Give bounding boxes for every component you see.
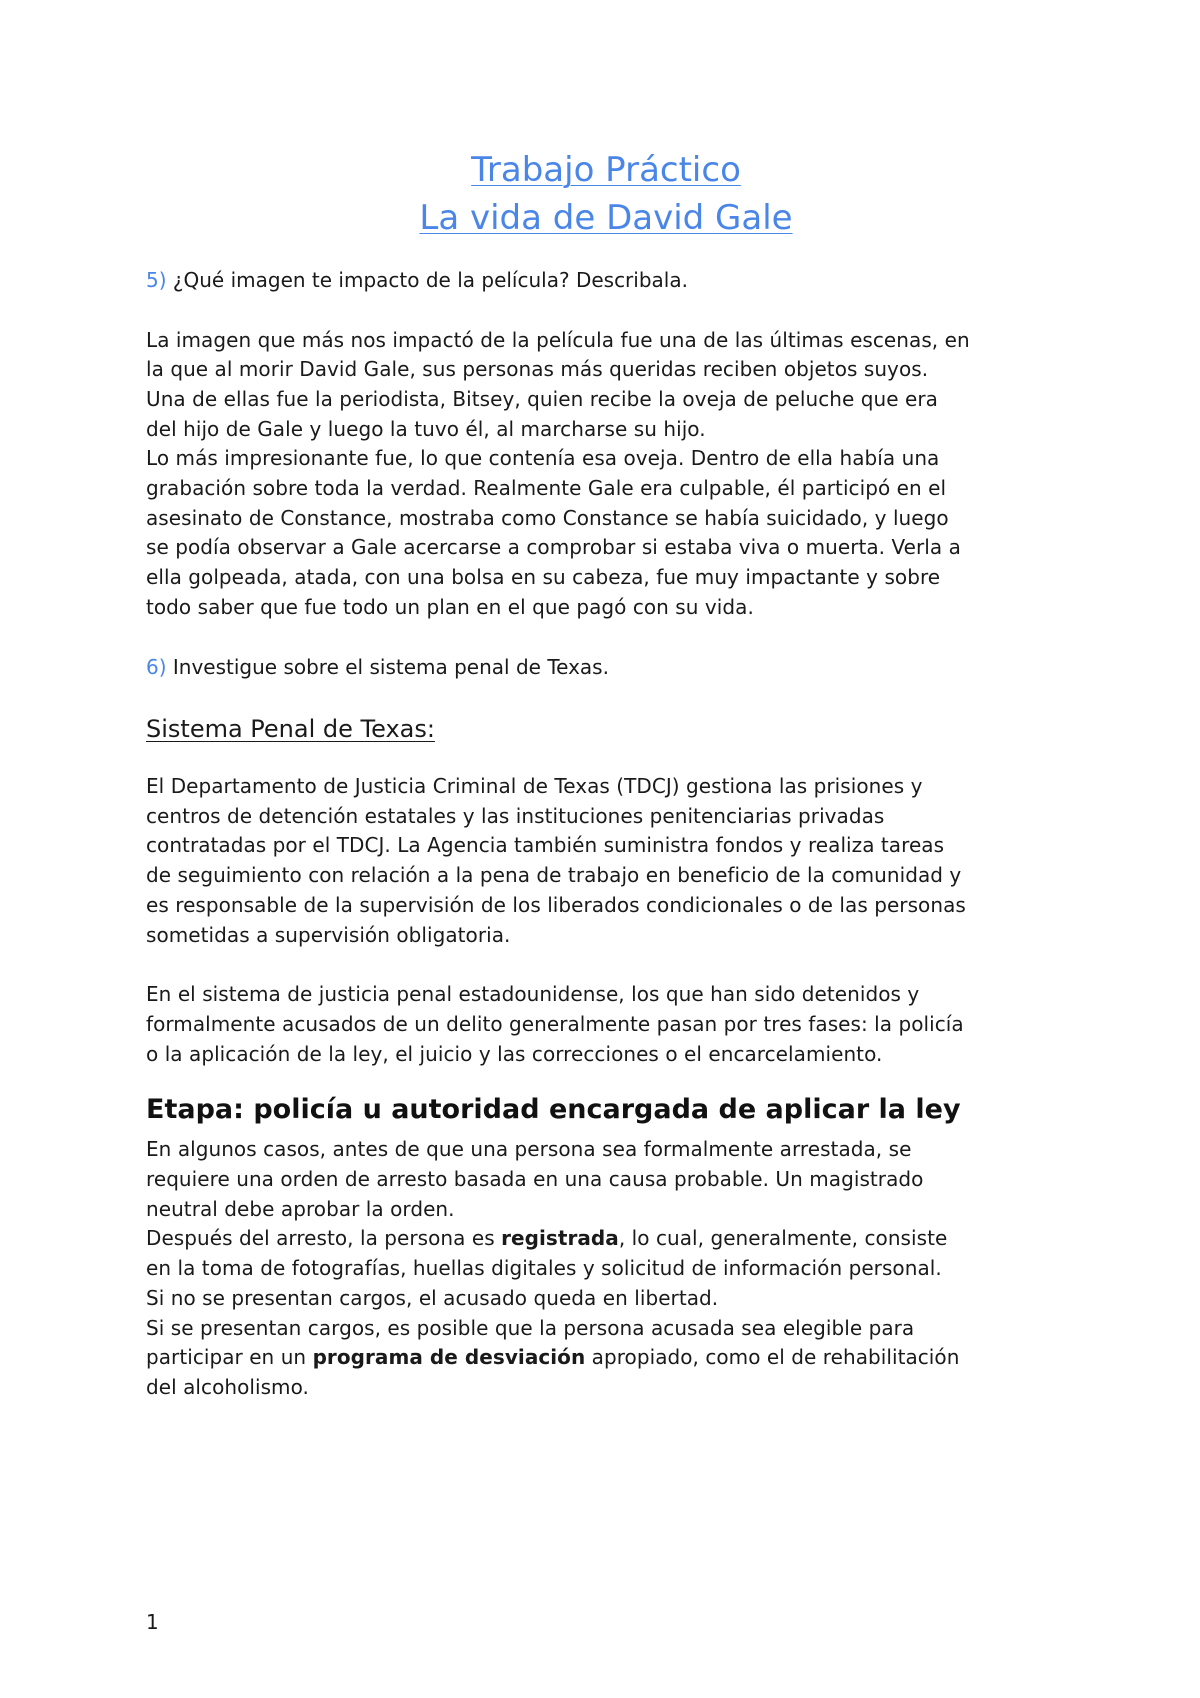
paragraph-line: sometidas a supervisión obligatoria. <box>146 922 511 947</box>
stage-heading: Etapa: policía u autoridad encargada de aplicar la ley <box>146 1094 961 1126</box>
answer-5-line: Una de ellas fue la periodista, Bitsey, quien recibe la oveja de peluche que era <box>146 386 938 411</box>
answer-5-line: grabación sobre toda la verdad. Realmente Gale era culpable, él participó en el <box>146 476 947 501</box>
stage-line <box>146 1343 1066 1373</box>
question-6-text: Investigue sobre el sistema penal de Texas. <box>172 654 609 679</box>
stage-text: apropiado, como el de rehabilitación <box>585 1345 960 1370</box>
question-5-number: 5) <box>146 268 167 292</box>
answer-5-line: ella golpeada, atada, con una bolsa en su cabeza, fue muy impactante y sobre <box>146 565 941 590</box>
bold-term-programa: programa de desviación <box>312 1345 586 1370</box>
stage-line: requiere una orden de arresto basada en una causa probable. Un magistrado <box>146 1167 924 1192</box>
question-5 <box>146 266 1066 296</box>
stage-line: neutral debe aprobar la orden. <box>146 1196 455 1221</box>
stage-line: del alcoholismo. <box>146 1374 309 1399</box>
answer-5-line: La imagen que más nos impactó de la película fue una de las últimas escenas, en <box>146 327 970 352</box>
stage-paragraph <box>146 1135 1066 1402</box>
paragraph-line: El Departamento de Justicia Criminal de Texas (TDCJ) gestiona las prisiones y <box>146 774 923 799</box>
stage-line: Si no se presentan cargos, el acusado queda en libertad. <box>146 1285 719 1310</box>
paragraph-line: En el sistema de justicia penal estadounidense, los que han sido detenidos y <box>146 982 920 1007</box>
page-number: 1 <box>146 1610 159 1634</box>
question-5-text: ¿Qué imagen te impacto de la película? Describala. <box>172 268 688 292</box>
document-body <box>146 146 1066 1403</box>
paragraph-line: formalmente acusados de un delito generalmente pasan por tres fases: la policía <box>146 1011 964 1036</box>
paragraph-line: centros de detención estatales y las instituciones penitenciarias privadas <box>146 803 885 828</box>
stage-line <box>146 1224 1066 1254</box>
answer-5-line: Lo más impresionante fue, lo que contenía esa oveja. Dentro de ella había una <box>146 446 940 471</box>
stage-text: participar en un <box>146 1345 313 1370</box>
bold-term-registrada: registrada <box>501 1226 619 1251</box>
answer-5-line: del hijo de Gale y luego la tuvo él, al marcharse su hijo. <box>146 416 706 441</box>
answer-5-line: todo saber que fue todo un plan en el que pagó con su vida. <box>146 594 754 619</box>
paragraph-line: es responsable de la supervisión de los liberados condicionales o de las personas <box>146 892 966 917</box>
answer-5-line: se podía observar a Gale acercarse a comprobar si estaba viva o muerta. Verla a <box>146 535 961 560</box>
stage-line: Si se presentan cargos, es posible que la persona acusada sea elegible para <box>146 1315 915 1340</box>
answer-5 <box>146 326 1066 623</box>
stage-text: , lo cual, generalmente, consiste <box>618 1226 948 1251</box>
paragraph-line: de seguimiento con relación a la pena de trabajo en beneficio de la comunidad y <box>146 863 962 888</box>
stage-line: En algunos casos, antes de que una persona sea formalmente arrestada, se <box>146 1137 912 1162</box>
answer-5-line: asesinato de Constance, mostraba como Constance se había suicidado, y luego <box>146 505 949 530</box>
paragraph-line: contratadas por el TDCJ. La Agencia también suministra fondos y realiza tareas <box>146 833 945 858</box>
title-line-2: La vida de David Gale <box>419 198 793 238</box>
question-6-number: 6) <box>146 654 167 679</box>
title-line-1: Trabajo Práctico <box>471 150 741 190</box>
stage-text: Después del arresto, la persona es <box>146 1226 502 1251</box>
paragraph-line: o la aplicación de la ley, el juicio y las correcciones o el encarcelamiento. <box>146 1041 883 1066</box>
question-6 <box>146 653 1066 683</box>
section-title: Sistema Penal de Texas: <box>146 715 435 744</box>
paragraph-justice-system <box>146 980 1066 1069</box>
answer-5-line: la que al morir David Gale, sus personas más queridas reciben objetos suyos. <box>146 357 929 382</box>
paragraph-tdcj <box>146 772 1066 950</box>
stage-line: en la toma de fotografías, huellas digitales y solicitud de información personal. <box>146 1256 942 1281</box>
